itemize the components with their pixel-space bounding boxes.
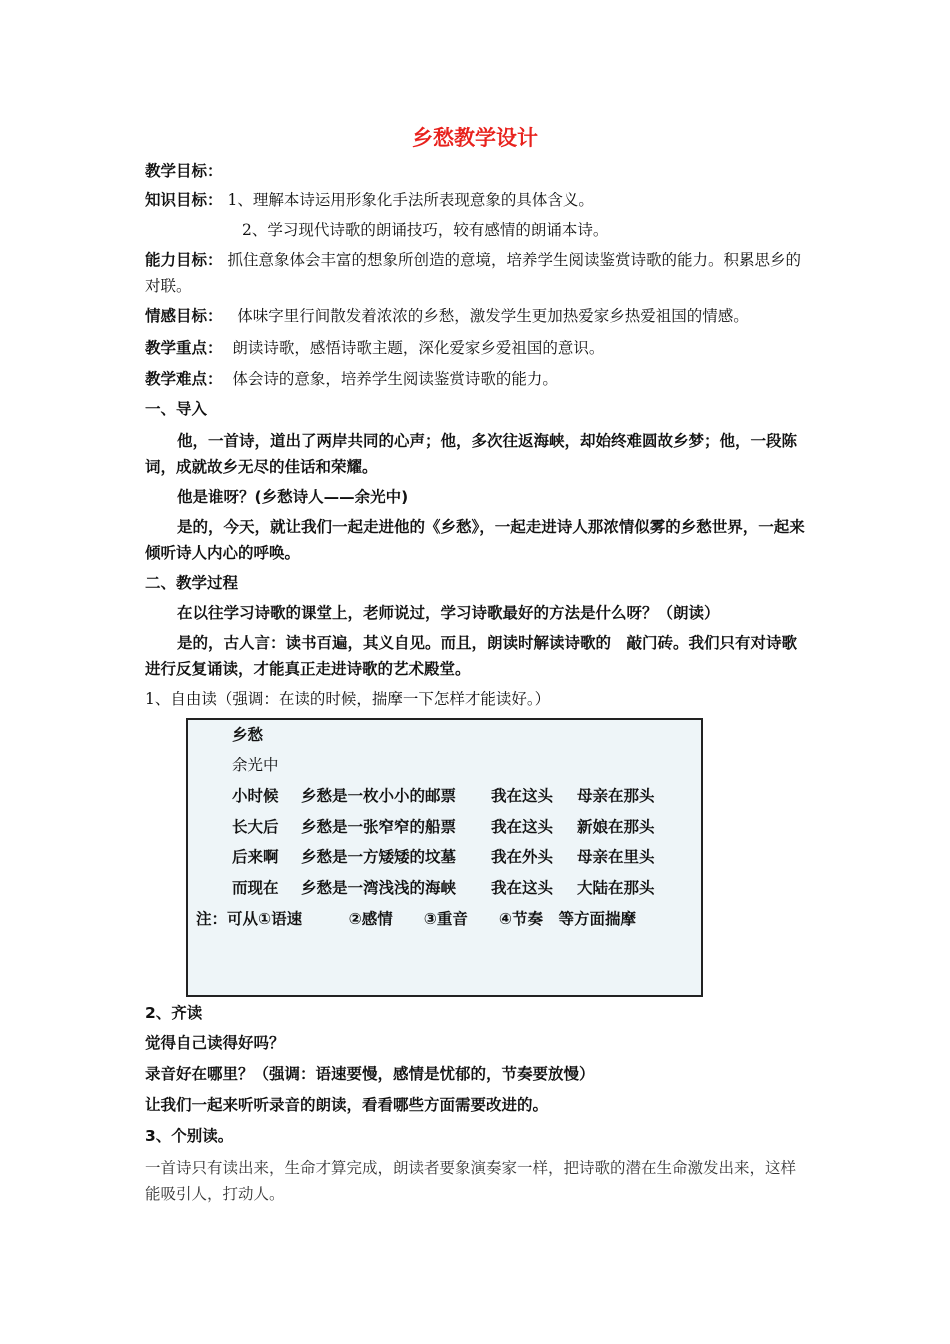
poem-line-1-me: 我在这头: [491, 787, 554, 805]
step-1-free-reading: 1、自由读（强调：在读的时候，揣摩一下怎样才能读好。）: [145, 690, 551, 708]
knowledge-objective-1: [145, 189, 594, 211]
poem-line-2-time: 长大后: [232, 818, 279, 836]
key-label: 教学重点：: [145, 339, 223, 357]
closing-paragraph: 一首诗只有读出来，生命才算完成，朗读者要象演奏家一样，把诗歌的潜在生命激发出来，这样能吸引人，打动人。: [145, 1159, 797, 1203]
knowledge-label: 知识目标：: [145, 191, 223, 209]
poem-author: 余光中: [232, 756, 279, 774]
poem-line-2-me: 我在这头: [491, 818, 554, 836]
document-title: 乡愁教学设计: [412, 126, 538, 150]
process-paragraph-2: 是的，古人言：读书百遍，其义自见。而且，朗读时解读诗歌的 敲门砖。我们只有对诗歌进行反复诵读，才能真正走进诗歌的艺术殿堂。: [145, 634, 798, 678]
teaching-key-point: [145, 337, 604, 359]
ability-label: 能力目标：: [145, 251, 223, 269]
poem-line-3-other: 母亲在里头: [577, 848, 655, 866]
poem-line-4-me: 我在这头: [491, 879, 554, 897]
process-paragraph-1: 在以往学习诗歌的课堂上，老师说过，学习诗歌最好的方法是什么呀？（朗读）: [177, 604, 720, 622]
poem-line-4-image: 乡愁是一湾浅浅的海峡: [301, 879, 457, 897]
ability-objective: [145, 247, 810, 299]
objectives-heading: 教学目标：: [145, 162, 223, 180]
poem-reading-note: 注：可从①语速 ②感情 ③重音 ④节奏 等方面揣摩: [196, 910, 636, 928]
teaching-difficulty: [145, 368, 558, 390]
poem-box: [186, 718, 703, 997]
knowledge-objective-2: 2、学习现代诗歌的朗诵技巧，较有感情的朗诵本诗。: [242, 221, 609, 239]
poem-line-1-time: 小时候: [232, 787, 279, 805]
question-1: 觉得自己读得好吗？: [145, 1034, 285, 1052]
step-3-individual-reading: 3、个别读。: [145, 1127, 234, 1145]
poem-line-4-other: 大陆在那头: [577, 879, 655, 897]
poem-line-3-me: 我在外头: [491, 848, 554, 866]
poem-line-3-time: 后来啊: [232, 848, 279, 866]
emotion-objective: [145, 305, 749, 327]
intro-heading: 一、导入: [145, 400, 208, 418]
poem-line-1-image: 乡愁是一枚小小的邮票: [301, 787, 457, 805]
key-text: 朗读诗歌，感悟诗歌主题，深化爱家乡爱祖国的意识。: [232, 339, 605, 357]
difficulty-text: 体会诗的意象，培养学生阅读鉴赏诗歌的能力。: [232, 370, 558, 388]
difficulty-label: 教学难点：: [145, 370, 223, 388]
intro-paragraph-2: 他是谁呀？(乡愁诗人——余光中): [177, 488, 409, 506]
poem-title: 乡愁: [232, 726, 264, 744]
question-3: 让我们一起来听听录音的朗读，看看哪些方面需要改进的。: [145, 1096, 549, 1114]
poem-line-2-other: 新娘在那头: [577, 818, 655, 836]
emotion-label: 情感目标：: [145, 307, 223, 325]
poem-line-2-image: 乡愁是一张窄窄的船票: [301, 818, 457, 836]
knowledge-text-1: 1、理解本诗运用形象化手法所表现意象的具体含义。: [227, 191, 594, 209]
ability-text: 抓住意象体会丰富的想象所创造的意境，培养学生阅读鉴赏诗歌的能力。积累思乡的对联。: [145, 251, 801, 295]
emotion-text: 体味字里行间散发着浓浓的乡愁，激发学生更加热爱家乡热爱祖国的情感。: [237, 307, 749, 325]
poem-line-3-image: 乡愁是一方矮矮的坟墓: [301, 848, 457, 866]
poem-line-4-time: 而现在: [232, 879, 279, 897]
intro-paragraph-1: 他，一首诗，道出了两岸共同的心声；他，多次往返海峡，却始终难圆故乡梦；他，一段陈词，成就故乡无尽的佳话和荣耀。: [145, 432, 798, 476]
process-heading: 二、教学过程: [145, 574, 239, 592]
poem-line-1-other: 母亲在那头: [577, 787, 655, 805]
question-2: 录音好在哪里？（强调：语速要慢，感情是忧郁的，节奏要放慢）: [145, 1065, 595, 1083]
intro-paragraph-3: 是的，今天，就让我们一起走进他的《乡愁》，一起走进诗人那浓情似雾的乡愁世界，一起来倾听诗人内心的呼唤。: [145, 518, 805, 562]
step-2-group-reading: 2、齐读: [145, 1004, 203, 1022]
